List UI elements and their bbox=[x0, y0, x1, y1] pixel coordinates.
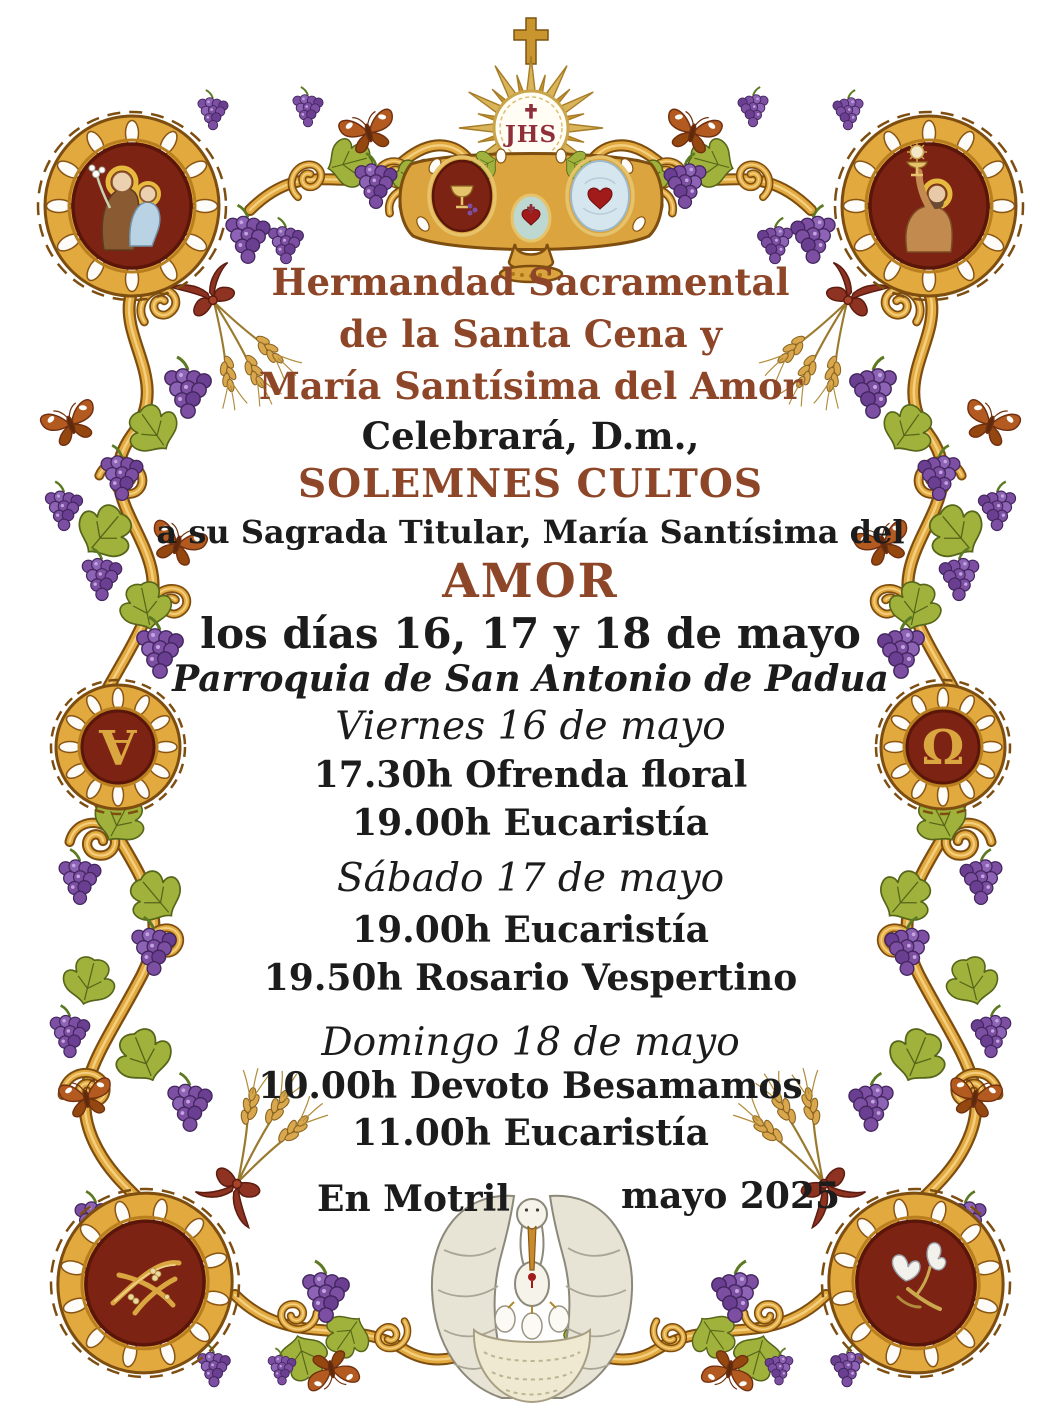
saturday-header: Sábado 17 de mayo bbox=[336, 856, 725, 901]
parish-name: Parroquia de San Antonio de Padua bbox=[172, 658, 889, 700]
amor-title: AMOR bbox=[442, 554, 619, 609]
omega-symbol: Ω bbox=[921, 720, 965, 776]
footer-date: mayo 2025 bbox=[621, 1175, 841, 1217]
brotherhood-name-line3: María Santísima del Amor bbox=[258, 364, 803, 408]
brotherhood-name-line2: de la Santa Cena y bbox=[339, 312, 722, 356]
footer-place: En Motril bbox=[317, 1178, 510, 1220]
sunday-event-2: 11.00h Eucaristía bbox=[352, 1112, 709, 1154]
solemn-worship-title: SOLEMNES CULTOS bbox=[297, 461, 764, 507]
alpha-symbol: A bbox=[99, 718, 137, 774]
jhs-monogram: JHS bbox=[504, 121, 558, 148]
brotherhood-name-line1: Hermandad Sacramental bbox=[271, 260, 790, 304]
friday-event-1: 17.30h Ofrenda floral bbox=[313, 754, 748, 796]
pelican-icon bbox=[432, 1196, 632, 1402]
celebration-line: Celebrará, D.m., bbox=[361, 414, 700, 458]
saturday-event-2: 19.50h Rosario Vespertino bbox=[263, 957, 798, 999]
sunday-event-1: 10.00h Devoto Besamamos bbox=[258, 1065, 803, 1107]
sunday-header: Domingo 18 de mayo bbox=[321, 1020, 740, 1065]
poster-text bbox=[0, 260, 1061, 1154]
friday-header: Viernes 16 de mayo bbox=[335, 704, 726, 749]
dedication-line: a su Sagrada Titular, María Santísima del bbox=[156, 513, 905, 551]
dates-line: los días 16, 17 y 18 de mayo bbox=[200, 609, 861, 658]
saturday-event-1: 19.00h Eucaristía bbox=[352, 909, 709, 951]
friday-event-2: 19.00h Eucaristía bbox=[352, 802, 709, 844]
